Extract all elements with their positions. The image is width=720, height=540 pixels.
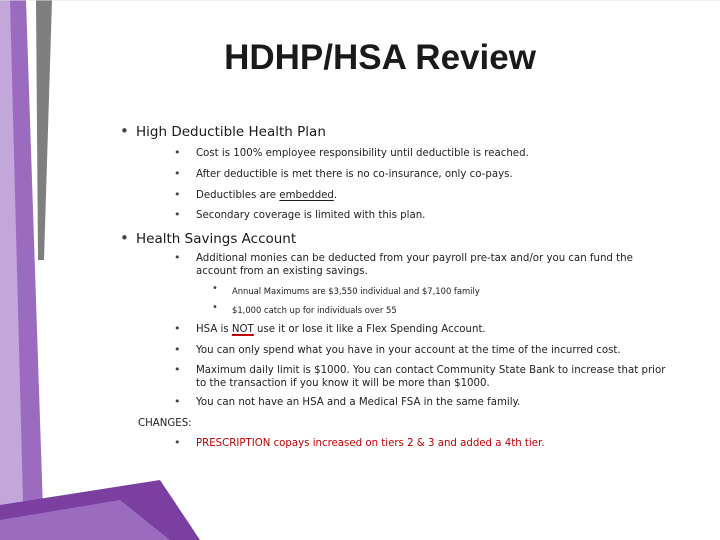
bullet-dot-icon: • <box>120 229 129 247</box>
hdhp-item-text: Secondary coverage is limited with this plan. <box>196 210 426 221</box>
hsa-item <box>174 395 666 410</box>
hsa-item <box>174 363 666 390</box>
bullet-dot-icon: • <box>174 146 181 159</box>
bullet-dot-icon: • <box>212 283 218 294</box>
hsa-item-line: Maximum daily limit is $1000. You can contact Community State Bank to increase that prior <box>196 365 666 376</box>
bullet-dot-icon: • <box>174 436 181 449</box>
bullet-dot-icon: • <box>174 167 181 180</box>
hdhp-item-text-pre: Deductibles are <box>196 190 280 201</box>
hdhp-item <box>174 167 666 182</box>
section-heading-hdhp: High Deductible Health Plan <box>136 124 326 140</box>
hsa-item-text: You can not have an HSA and a Medical FSA in the same family. <box>196 397 521 408</box>
section-heading-hsa: Health Savings Account <box>136 231 297 247</box>
hdhp-item-text: After deductible is met there is no co-insurance, only co-pays. <box>196 169 513 180</box>
bullet-dot-icon: • <box>174 395 181 408</box>
bullet-dot-icon: • <box>174 322 181 335</box>
bullet-dot-icon: • <box>120 122 129 140</box>
bullet-dot-icon: • <box>174 251 181 264</box>
hsa-item-line: account from an existing savings. <box>196 265 368 277</box>
hsa-subitem-text: Annual Maximums are $3,550 individual and $7,100 family <box>232 286 480 296</box>
changes-label: CHANGES: <box>138 418 192 429</box>
hsa-item-line: Additional monies can be deducted from your payroll pre-tax and/or you can fund the <box>196 253 633 264</box>
hsa-item-emphasis: NOT <box>231 324 254 335</box>
bullet-dot-icon: • <box>174 188 181 201</box>
hsa-subitem <box>212 302 652 315</box>
bullet-hsa <box>120 229 297 247</box>
bullet-hdhp <box>120 122 326 140</box>
hdhp-item <box>174 146 666 161</box>
hsa-subitem-text: $1,000 catch up for individuals over 55 <box>232 305 397 315</box>
hsa-item-text: You can only spend what you have in your account at the time of the incurred cost. <box>196 345 621 356</box>
hsa-item-text-post: use it or lose it like a Flex Spending Account. <box>253 324 486 335</box>
hdhp-item-text-post: . <box>333 190 338 201</box>
bullet-dot-icon: • <box>174 363 181 376</box>
hsa-item <box>174 251 666 278</box>
slide-title: HDHP/HSA Review <box>224 38 536 77</box>
changes-item-text: PRESCRIPTION copays increased on tiers 2 & 3 and added a 4th tier. <box>196 438 545 449</box>
hsa-subitem <box>212 283 652 296</box>
hdhp-item-emphasis: embedded <box>279 190 334 201</box>
bullet-dot-icon: • <box>212 302 218 313</box>
changes-item <box>174 436 666 451</box>
hdhp-item <box>174 188 666 203</box>
hdhp-item <box>174 208 666 223</box>
hdhp-item-text: Cost is 100% employee responsibility until deductible is reached. <box>196 148 529 159</box>
bullet-dot-icon: • <box>174 208 181 221</box>
hsa-item-text-pre: HSA is <box>196 324 232 335</box>
bullet-dot-icon: • <box>174 343 181 356</box>
hsa-item <box>174 322 666 337</box>
hsa-item <box>174 343 666 358</box>
hsa-item-line: to the transaction if you know it will be more than $1000. <box>196 377 490 389</box>
